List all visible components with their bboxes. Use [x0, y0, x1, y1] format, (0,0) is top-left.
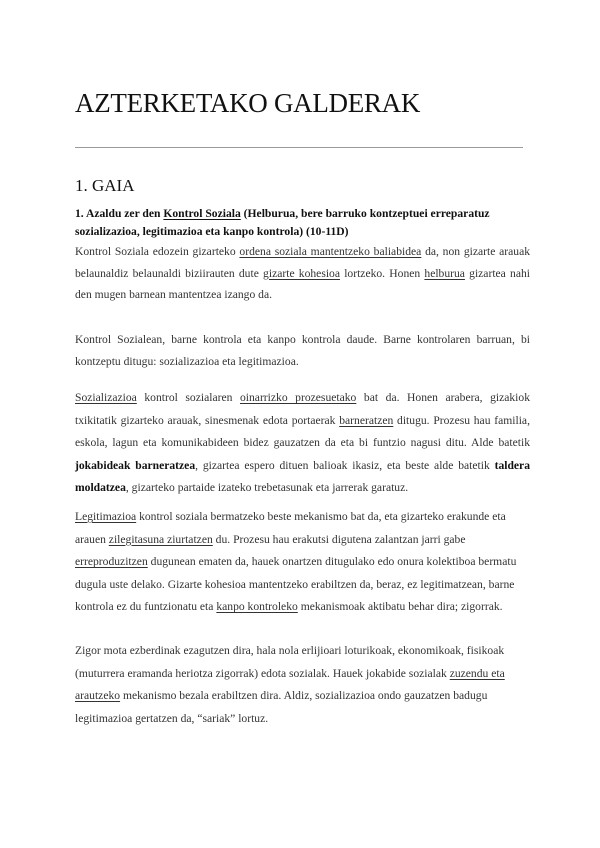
paragraph-legitimation	[75, 506, 530, 619]
question-text: (Helburua, bere barruko kontzeptuei erreparatuz sozializazioa, legitimazioa eta kanpo kontrola) (10-11D)	[75, 207, 490, 238]
underlined-term: erreproduzitzen	[75, 555, 148, 569]
text-run: kontrol soziala bermatzeko beste mekanismo bat da, eta gizarteko erakunde eta arauen	[75, 510, 506, 546]
text-run: mekanismoak aktibatu behar dira; zigorrak.	[297, 600, 503, 614]
question-text: 1. Azaldu zer den	[75, 207, 164, 220]
paragraph-socialization	[75, 387, 530, 500]
underlined-term: ordena soziala mantentzeko baliabidea	[239, 245, 422, 258]
title-divider	[75, 147, 523, 148]
section-title: 1. GAIA	[75, 176, 135, 195]
paragraph-definition	[75, 241, 530, 306]
underlined-term: zilegitasuna ziurtatzen	[108, 532, 213, 546]
text-run: gizartea nahi den mugen barnean mantentzea izango da.	[75, 266, 530, 301]
text-run: dugunean ematen da, hauek onartzen ditugulako edo onura kolektiboa bermatu dugula uste delako. Gizarte kohesioa mantentzeko erabiltzen da, beraz, ez legitimatzean, barne kontrola ez du funtzionatu eta	[75, 555, 517, 614]
underlined-term: helburua	[424, 266, 465, 280]
question-underlined-term: Kontrol Soziala	[163, 207, 241, 220]
underlined-term: gizarte kohesioa	[263, 266, 340, 280]
paragraph-sanctions	[75, 640, 530, 730]
paragraph-control-types	[75, 329, 530, 372]
text-run: mekanismo bezala erabiltzen dira. Aldiz, sozializazioa ondo gauzatzen badugu legitimazioa gertatzen da, “sariak” lortuz.	[75, 689, 488, 725]
text-run: ditugu. Prozesu hau familia, eskola, lagun eta komunikabideen bidez gauzatzen da eta bi funtzio nagusi ditu. Alde batetik	[75, 413, 530, 449]
underlined-term: oinarrizko prozesuetako	[239, 391, 357, 404]
text-run: da, non gizarte arauak belaunaldiz belaunaldi biziirauten dute	[75, 245, 531, 280]
text-run: bat da. Honen arabera, gizakiok txikitatik gizarteko arauak, sinesmenak edota portaerak	[75, 391, 530, 427]
underlined-term: Sozializazioa	[75, 391, 137, 404]
text-run: Kontrol Sozialean, barne kontrola eta kanpo kontrola daude. Barne kontrolaren barruan, bi kontzeptu ditugu: sozializazioa eta legitimazioa.	[75, 333, 530, 368]
question-heading	[75, 205, 530, 240]
underlined-term: kanpo kontroleko	[216, 600, 298, 614]
text-run: kontrol sozialaren	[136, 391, 240, 404]
text-run: Zigor mota ezberdinak ezagutzen dira, hala nola erlijioari loturikoak, ekonomikoak, fisikoak (muturrera eramanda heriotza zigorrak) edota sozialak. Hauek jokabide sozialak	[75, 644, 505, 680]
page-title: AZTERKETAKO GALDERAK	[75, 88, 421, 118]
text-run: du. Prozesu hau erakutsi digutena zalantzan jarri gabe	[212, 532, 466, 546]
bold-term: jokabideak barneratzea	[75, 458, 196, 472]
underlined-term: zuzendu eta arautzeko	[75, 666, 505, 703]
text-run: , gizarteko partaide izateko trebetasunak eta jarrerak garatuz.	[125, 481, 409, 494]
text-run: Kontrol Soziala edozein gizarteko	[75, 245, 240, 258]
bold-term: taldera moldatzea	[75, 458, 530, 494]
underlined-term: barneratzen	[339, 413, 394, 427]
text-run: lortzeko. Honen	[340, 266, 425, 280]
text-run: , gizartea espero dituen balioak ikasiz, eta beste alde batetik	[195, 458, 495, 472]
underlined-term: Legitimazioa	[75, 510, 137, 523]
